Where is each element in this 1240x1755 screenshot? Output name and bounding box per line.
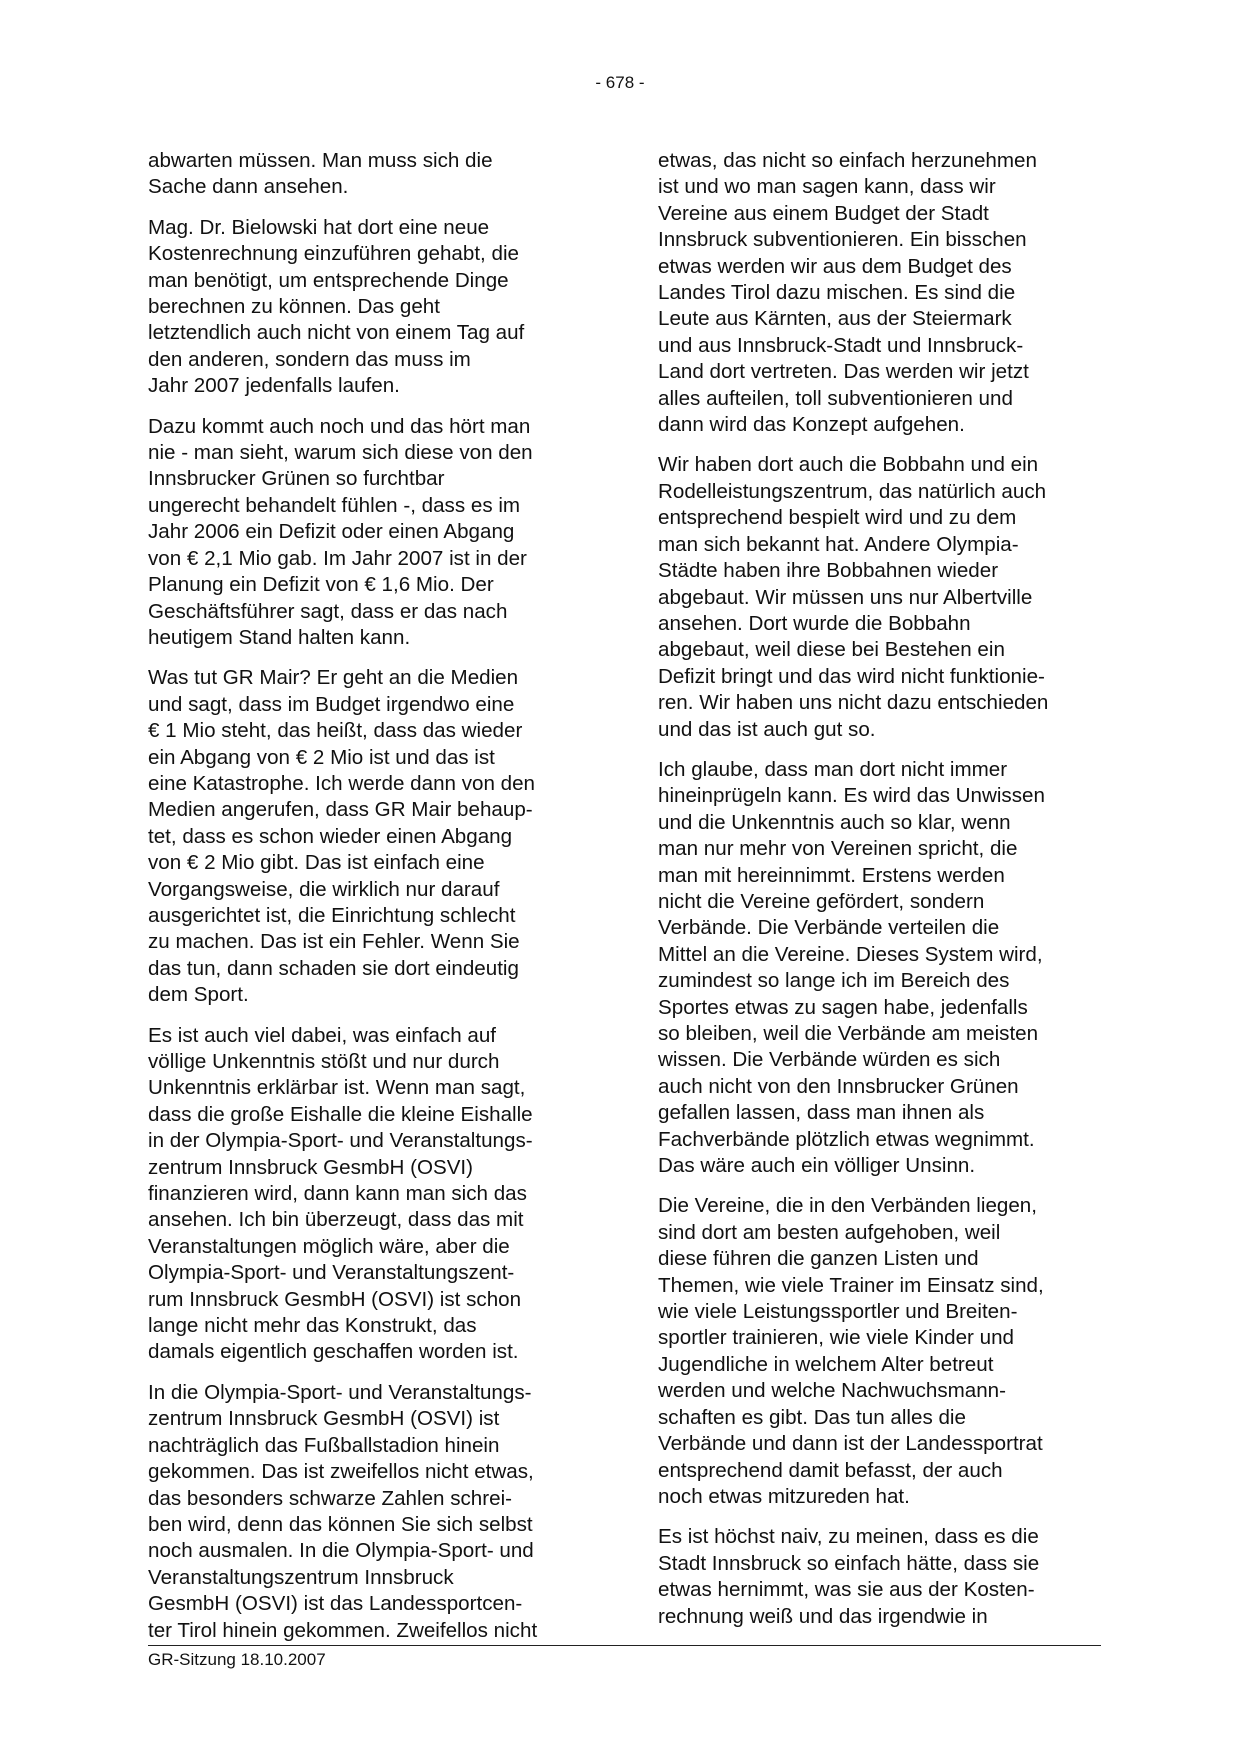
footer-text: GR-Sitzung 18.10.2007 — [148, 1650, 326, 1669]
paragraph: In die Olympia-Sport- und Veranstaltungs- zentrum Innsbruck GesmbH (OSVI) ist nachträglich das Fußballstadion hinein gekommen. Das ist zweifellos nicht etwas, das besonders schwarze Zahlen schrei- ben wird, denn das können Sie sich selbst noch ausmalen. In die Olympia-Sport- und Veranstaltungszentrum Innsbruck GesmbH (OSVI) ist das Landessportcen- ter Tirol hinein gekommen. Zweifellos nicht — [148, 1380, 538, 1642]
paragraph: Wir haben dort auch die Bobbahn und ein Rodelleistungszentrum, das natürlich auch entsprechend bespielt wird und zu dem man sich bekannt hat. Andere Olympia- Städte haben ihre Bobbahnen wieder abgebaut. Wir müssen uns nur Albertville ansehen. Dort wurde die Bobbahn abgebaut, weil diese bei Bestehen ein Defizit bringt und das wird nicht funktionie- ren. Wir haben uns nicht dazu entschieden und das ist auch gut so. — [658, 453, 1049, 741]
paragraph: Dazu kommt auch noch und das hört man nie - man sieht, warum sich diese von den Innsbrucker Grünen so furchtbar ungerecht behandelt fühlen -, dass es im Jahr 2006 ein Defizit oder einen Abgang von € 2,1 Mio gab. Im Jahr 2007 ist in der Planung ein Defizit von € 1,6 Mio. Der Geschäftsführer sagt, dass er das nach heutigem Stand halten kann. — [148, 414, 533, 649]
paragraph: Was tut GR Mair? Er geht an die Medien und sagt, dass im Budget irgendwo eine € 1 Mio steht, das heißt, dass das wieder ein Abgang von € 2 Mio ist und das ist eine Katastrophe. Ich werde dann von den Medien angerufen, dass GR Mair behaup- tet, dass es schon wieder einen Abgang von € 2 Mio gibt. Das ist einfach eine Vorgangsweise, die wirklich nur darauf ausgerichtet ist, die Einrichtung schlecht zu machen. Das ist ein Fehler. Wenn Sie das tun, dann schaden sie dort eindeutig dem Sport. — [148, 666, 535, 1007]
paragraph: abwarten müssen. Man muss sich die Sache dann ansehen. — [148, 149, 493, 199]
paragraph: Es ist höchst naiv, zu meinen, dass es die Stadt Innsbruck so einfach hätte, dass sie etwas hernimmt, was sie aus der Kosten- rechnung weiß und das irgendwie in — [658, 1525, 1040, 1628]
paragraph: Ich glaube, dass man dort nicht immer hineinprügeln kann. Es wird das Unwissen und die Unkenntnis auch so klar, wenn man nur mehr von Vereinen spricht, die man mit hereinnimmt. Erstens werden nicht die Vereine gefördert, sondern Verbände. Die Verbände verteilen die Mittel an die Vereine. Dieses System wird, zumindest so lange ich im Bereich des Sportes etwas zu sagen habe, jedenfalls so bleiben, weil die Verbände am meisten wissen. Die Verbände würden es sich auch nicht von den Innsbrucker Grünen gefallen lassen, dass man ihnen als Fachverbände plötzlich etwas wegnimmt. Das wäre auch ein völliger Unsinn. — [658, 757, 1045, 1178]
paragraph: Mag. Dr. Bielowski hat dort eine neue Kostenrechnung einzuführen gehabt, die man benötigt, um entsprechende Dinge berechnen zu können. Das geht letztendlich auch nicht von einem Tag auf den anderen, sondern das muss im Jahr 2007 jedenfalls laufen. — [148, 215, 525, 398]
page-number: - 678 - — [595, 73, 645, 92]
paragraph: Es ist auch viel dabei, was einfach auf völlige Unkenntnis stößt und nur durch Unkenntnis erklärbar ist. Wenn man sagt, dass die große Eishalle die kleine Eishalle in der Olympia-Sport- und Veranstaltungs- zentrum Innsbruck GesmbH (OSVI) finanzieren wird, dann kann man sich das ansehen. Ich bin überzeugt, dass das mit Veranstaltungen möglich wäre, aber die Olympia-Sport- und Veranstaltungszent- rum Innsbruck GesmbH (OSVI) ist schon lange nicht mehr das Konstrukt, das damals eigentlich geschaffen worden ist. — [148, 1023, 533, 1364]
paragraph: Die Vereine, die in den Verbänden liegen, sind dort am besten aufgehoben, weil diese führen die ganzen Listen und Themen, wie viele Trainer im Einsatz sind, wie viele Leistungssportler und Breiten- sportler trainieren, wie viele Kinder und Jugendliche in welchem Alter betreut werden und welche Nachwuchsmann- schaften es gibt. Das tun alles die Verbände und dann ist der Landessportrat entsprechend damit befasst, der auch noch etwas mitzureden hat. — [658, 1194, 1044, 1508]
right-column — [658, 148, 1098, 1644]
paragraph: etwas, das nicht so einfach herzunehmen ist und wo man sagen kann, dass wir Vereine aus einem Budget der Stadt Innsbruck subventionieren. Ein bisschen etwas werden wir aus dem Budget des Landes Tirol dazu mischen. Es sind die Leute aus Kärnten, aus der Steiermark und aus Innsbruck-Stadt und Innsbruck- Land dort vertreten. Das werden wir jetzt alles aufteilen, toll subventionieren und dann wird das Konzept aufgehen. — [658, 149, 1037, 437]
left-column — [148, 148, 588, 1658]
footer-divider — [148, 1645, 1101, 1646]
